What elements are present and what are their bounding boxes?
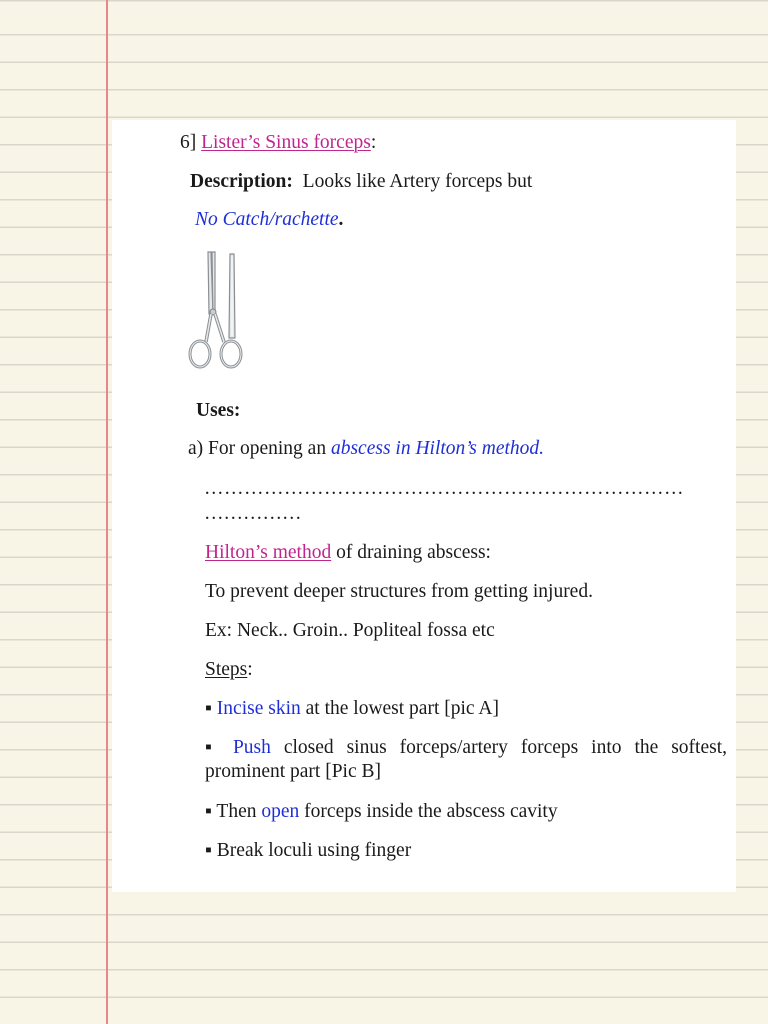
step-2-highlight: Push bbox=[232, 737, 271, 758]
sinus-forceps-icon bbox=[184, 250, 246, 376]
section-heading bbox=[180, 131, 376, 155]
step-3-bullet: ▪ Then bbox=[205, 801, 262, 822]
step-1 bbox=[205, 697, 499, 721]
hilton-heading bbox=[205, 541, 491, 565]
description-line bbox=[190, 170, 532, 194]
note-period: . bbox=[338, 209, 344, 230]
step-4: ▪ Break loculi using finger bbox=[205, 840, 412, 861]
dotted-fill-line-1: ……………………………………………………………… bbox=[204, 478, 684, 499]
step-2-bullet: ▪ bbox=[205, 737, 233, 758]
description-text: Looks like Artery forceps but bbox=[302, 171, 533, 192]
step-3 bbox=[205, 800, 558, 824]
step-1-highlight: Incise skin bbox=[216, 698, 301, 719]
heading-title: Lister’s Sinus forceps bbox=[201, 132, 371, 153]
hilton-purpose: To prevent deeper structures from getting injured. bbox=[205, 581, 593, 602]
hilton-example: Ex: Neck.. Groin.. Popliteal fossa etc bbox=[205, 620, 495, 641]
steps-heading bbox=[205, 658, 253, 682]
hilton-heading-rest: of draining abscess: bbox=[331, 542, 491, 563]
step-1-bullet: ▪ bbox=[205, 698, 217, 719]
hilton-term: Hilton’s method bbox=[205, 542, 332, 563]
step-2 bbox=[205, 736, 727, 784]
steps-colon: : bbox=[247, 659, 253, 680]
step-2-text: closed sinus forceps/artery forceps into the softest, prominent part [Pic B] bbox=[205, 737, 727, 782]
step-3-text: forceps inside the abscess cavity bbox=[299, 801, 558, 822]
step-3-highlight: open bbox=[261, 801, 300, 822]
no-catch-note: No Catch/rachette bbox=[195, 209, 339, 230]
uses-label: Uses: bbox=[196, 400, 241, 421]
step-1-text: at the lowest part [pic A] bbox=[300, 698, 499, 719]
description-label: Description: bbox=[190, 171, 293, 192]
document-page bbox=[112, 120, 736, 892]
heading-colon: : bbox=[370, 132, 377, 153]
use-a-emphasis: abscess in Hilton’s method. bbox=[330, 438, 545, 459]
dotted-fill-line-2: …………… bbox=[204, 503, 302, 524]
use-a bbox=[188, 437, 544, 461]
steps-label: Steps bbox=[205, 659, 248, 680]
notebook-margin-line bbox=[106, 0, 108, 1024]
description-note bbox=[195, 208, 343, 232]
use-a-prefix: a) For opening an bbox=[188, 438, 331, 459]
heading-number: 6] bbox=[180, 132, 202, 153]
